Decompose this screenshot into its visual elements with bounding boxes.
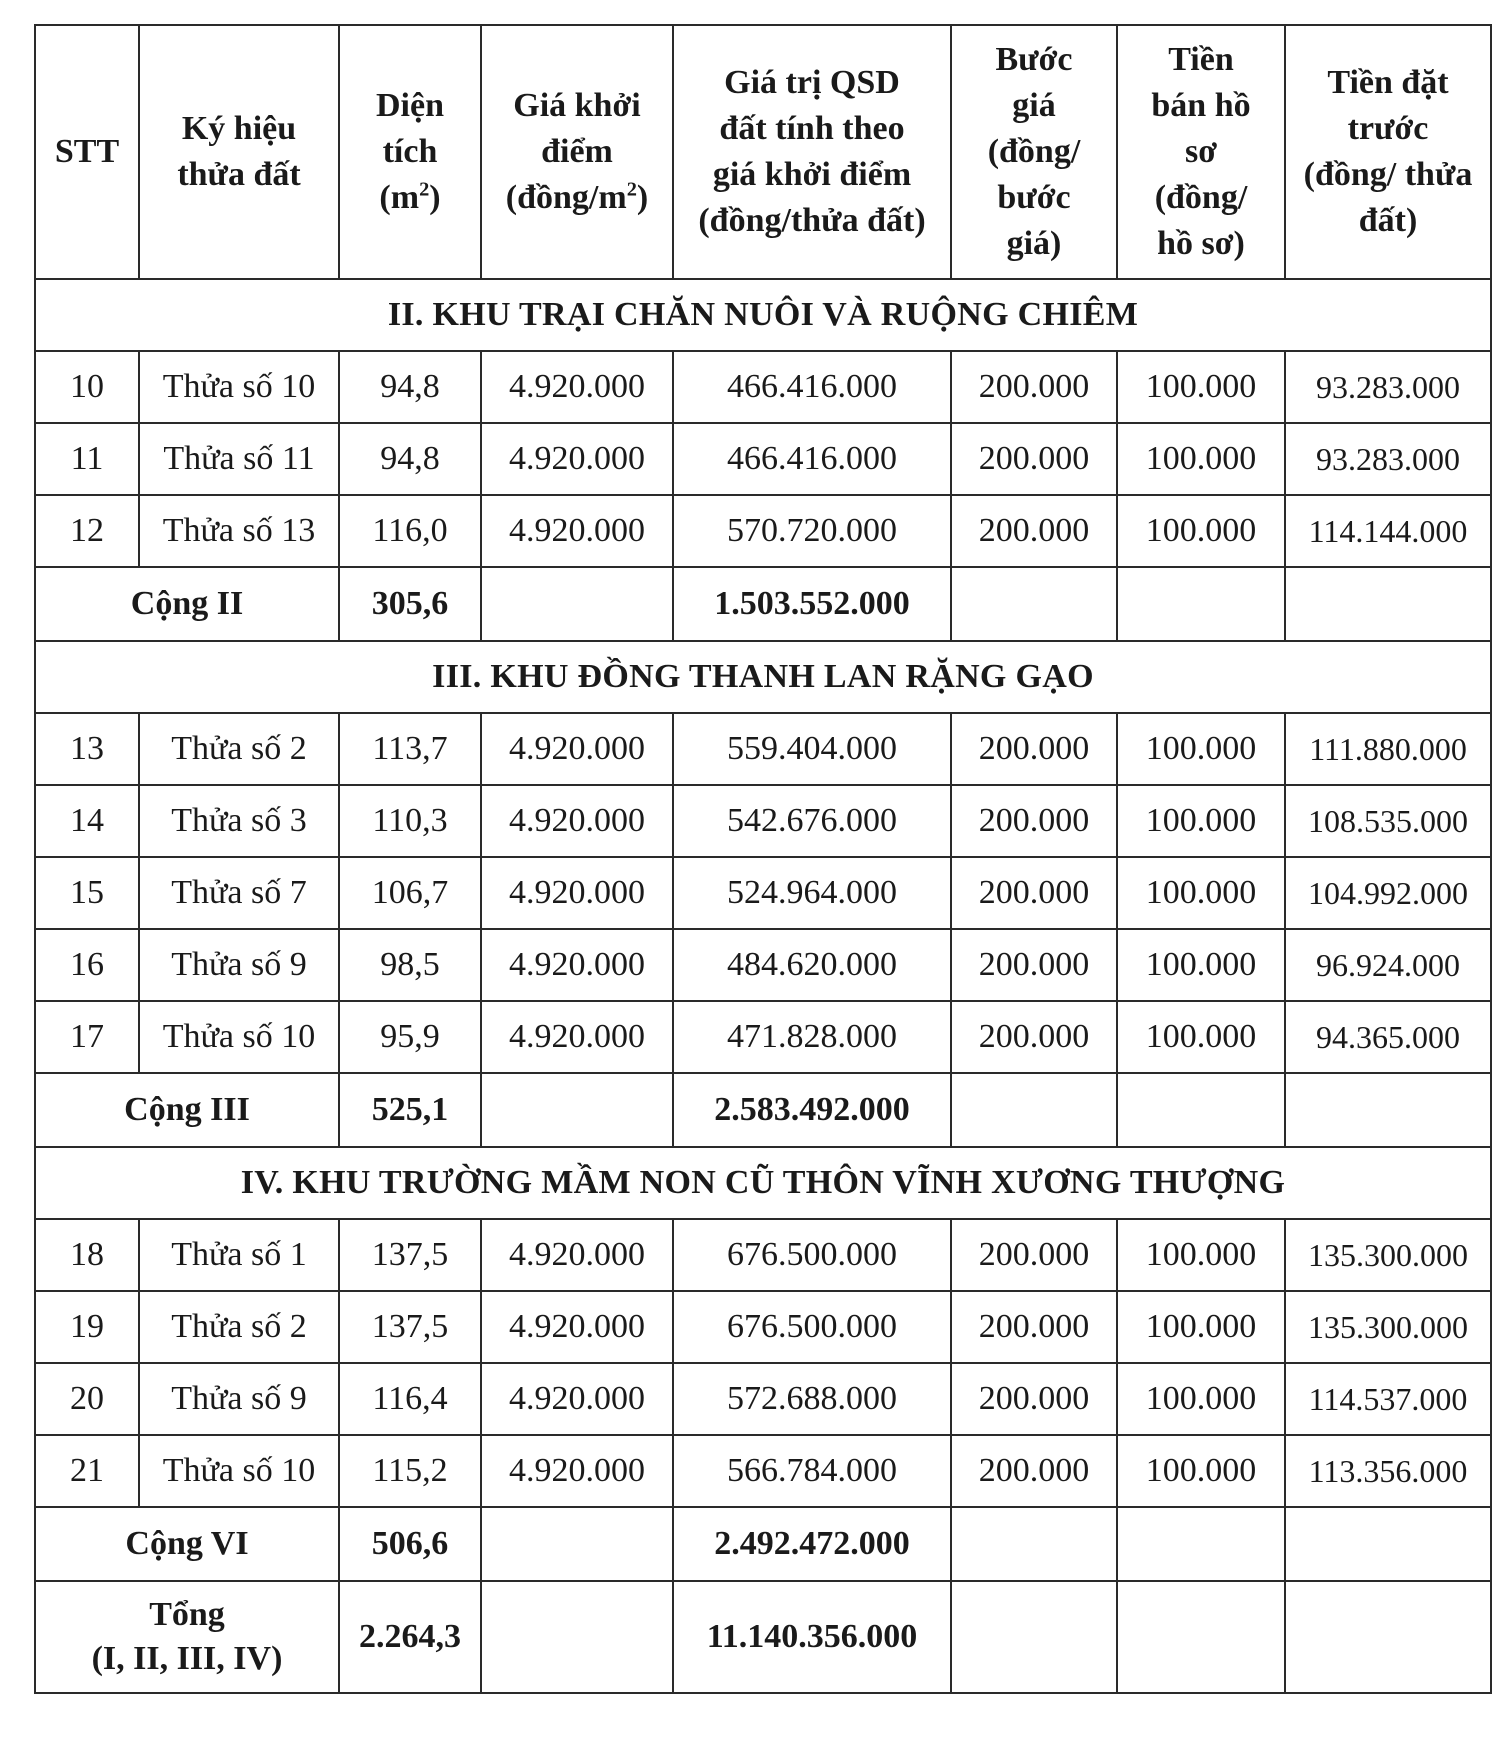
- cell-dien-tich: 95,9: [339, 1001, 481, 1073]
- section-title: IV. KHU TRƯỜNG MẦM NON CŨ THÔN VĨNH XƯƠNG THƯỢNG: [35, 1147, 1491, 1219]
- table-row: [35, 1291, 1491, 1363]
- cell-tien-ban: 100.000: [1117, 1291, 1285, 1363]
- section-title: II. KHU TRẠI CHĂN NUÔI VÀ RUỘNG CHIÊM: [35, 279, 1491, 351]
- subtotal-empty: [951, 1507, 1117, 1581]
- cell-ky-hieu: Thửa số 9: [139, 929, 339, 1001]
- section-title: III. KHU ĐỒNG THANH LAN RẶNG GẠO: [35, 641, 1491, 713]
- cell-gia-khoi-diem: 4.920.000: [481, 495, 673, 567]
- subtotal-empty: [481, 567, 673, 641]
- cell-dien-tich: 115,2: [339, 1435, 481, 1507]
- cell-stt: 16: [35, 929, 139, 1001]
- cell-tien-dat: 94.365.000: [1285, 1001, 1491, 1073]
- table-row: [35, 1435, 1491, 1507]
- cell-ky-hieu: Thửa số 13: [139, 495, 339, 567]
- cell-buoc-gia: 200.000: [951, 1291, 1117, 1363]
- cell-stt: 15: [35, 857, 139, 929]
- cell-buoc-gia: 200.000: [951, 857, 1117, 929]
- cell-dien-tich: 110,3: [339, 785, 481, 857]
- cell-stt: 21: [35, 1435, 139, 1507]
- cell-stt: 14: [35, 785, 139, 857]
- header-tien-ban-ho-so: Tiền bán hồ sơ (đồng/ hồ sơ): [1117, 25, 1285, 279]
- section-title-row: [35, 1147, 1491, 1219]
- grand-total-gia-tri: 11.140.356.000: [673, 1581, 951, 1693]
- cell-tien-dat: 135.300.000: [1285, 1219, 1491, 1291]
- cell-gia-khoi-diem: 4.920.000: [481, 785, 673, 857]
- cell-ky-hieu: Thửa số 10: [139, 351, 339, 423]
- cell-gia-khoi-diem: 4.920.000: [481, 1291, 673, 1363]
- cell-gia-khoi-diem: 4.920.000: [481, 423, 673, 495]
- cell-tien-dat: 114.537.000: [1285, 1363, 1491, 1435]
- cell-buoc-gia: 200.000: [951, 423, 1117, 495]
- cell-gia-tri: 466.416.000: [673, 351, 951, 423]
- table-row: [35, 857, 1491, 929]
- cell-ky-hieu: Thửa số 11: [139, 423, 339, 495]
- cell-dien-tich: 116,0: [339, 495, 481, 567]
- cell-tien-ban: 100.000: [1117, 713, 1285, 785]
- table-row: [35, 423, 1491, 495]
- cell-gia-tri: 676.500.000: [673, 1291, 951, 1363]
- cell-tien-ban: 100.000: [1117, 351, 1285, 423]
- cell-dien-tich: 116,4: [339, 1363, 481, 1435]
- subtotal-dien-tich: 305,6: [339, 567, 481, 641]
- cell-gia-tri: 542.676.000: [673, 785, 951, 857]
- cell-tien-dat: 93.283.000: [1285, 351, 1491, 423]
- subtotal-empty: [481, 1507, 673, 1581]
- cell-gia-tri: 484.620.000: [673, 929, 951, 1001]
- cell-ky-hieu: Thửa số 7: [139, 857, 339, 929]
- cell-tien-dat: 104.992.000: [1285, 857, 1491, 929]
- cell-buoc-gia: 200.000: [951, 1219, 1117, 1291]
- header-buoc-gia: Bước giá (đồng/ bước giá): [951, 25, 1117, 279]
- cell-dien-tich: 113,7: [339, 713, 481, 785]
- cell-tien-dat: 114.144.000: [1285, 495, 1491, 567]
- cell-stt: 17: [35, 1001, 139, 1073]
- subtotal-empty: [951, 567, 1117, 641]
- cell-tien-ban: 100.000: [1117, 785, 1285, 857]
- grand-total-empty: [481, 1581, 673, 1693]
- subtotal-dien-tich: 525,1: [339, 1073, 481, 1147]
- cell-stt: 11: [35, 423, 139, 495]
- cell-tien-ban: 100.000: [1117, 1001, 1285, 1073]
- header-stt: STT: [35, 25, 139, 279]
- grand-total-label: Tổng (I, II, III, IV): [35, 1581, 339, 1693]
- table-row: [35, 713, 1491, 785]
- header-ky-hieu: Ký hiệu thửa đất: [139, 25, 339, 279]
- cell-gia-tri: 566.784.000: [673, 1435, 951, 1507]
- table-row: [35, 495, 1491, 567]
- cell-buoc-gia: 200.000: [951, 1363, 1117, 1435]
- subtotal-empty: [1117, 1507, 1285, 1581]
- cell-gia-tri: 676.500.000: [673, 1219, 951, 1291]
- cell-dien-tich: 98,5: [339, 929, 481, 1001]
- subtotal-empty: [1117, 567, 1285, 641]
- cell-ky-hieu: Thửa số 3: [139, 785, 339, 857]
- cell-gia-tri: 466.416.000: [673, 423, 951, 495]
- cell-gia-khoi-diem: 4.920.000: [481, 1363, 673, 1435]
- subtotal-row: [35, 1507, 1491, 1581]
- cell-stt: 19: [35, 1291, 139, 1363]
- subtotal-label: Cộng II: [35, 567, 339, 641]
- cell-tien-ban: 100.000: [1117, 1219, 1285, 1291]
- table-row: [35, 785, 1491, 857]
- cell-tien-ban: 100.000: [1117, 1363, 1285, 1435]
- cell-stt: 20: [35, 1363, 139, 1435]
- header-row: [35, 25, 1491, 279]
- cell-tien-dat: 108.535.000: [1285, 785, 1491, 857]
- cell-tien-dat: 135.300.000: [1285, 1291, 1491, 1363]
- cell-buoc-gia: 200.000: [951, 495, 1117, 567]
- section-title-row: [35, 279, 1491, 351]
- cell-ky-hieu: Thửa số 2: [139, 1291, 339, 1363]
- header-dien-tich: Diện tích $(m^2)$: [339, 25, 481, 279]
- table-row: [35, 1363, 1491, 1435]
- subtotal-empty: [1285, 1073, 1491, 1147]
- cell-tien-ban: 100.000: [1117, 423, 1285, 495]
- table-row: [35, 929, 1491, 1001]
- subtotal-dien-tich: 506,6: [339, 1507, 481, 1581]
- grand-total-empty: [1285, 1581, 1491, 1693]
- cell-gia-khoi-diem: 4.920.000: [481, 1435, 673, 1507]
- cell-ky-hieu: Thửa số 9: [139, 1363, 339, 1435]
- cell-tien-ban: 100.000: [1117, 1435, 1285, 1507]
- section-title-row: [35, 641, 1491, 713]
- cell-tien-dat: 113.356.000: [1285, 1435, 1491, 1507]
- grand-total-empty: [951, 1581, 1117, 1693]
- cell-gia-khoi-diem: 4.920.000: [481, 1219, 673, 1291]
- cell-tien-ban: 100.000: [1117, 857, 1285, 929]
- grand-total-dien-tich: 2.264,3: [339, 1581, 481, 1693]
- cell-buoc-gia: 200.000: [951, 1435, 1117, 1507]
- header-gia-khoi-diem: Giá khởi điểm $(đồng/m^2)$: [481, 25, 673, 279]
- land-auction-table: [34, 24, 1492, 1694]
- cell-gia-tri: 559.404.000: [673, 713, 951, 785]
- subtotal-empty: [481, 1073, 673, 1147]
- subtotal-row: [35, 1073, 1491, 1147]
- table-row: [35, 1001, 1491, 1073]
- cell-tien-ban: 100.000: [1117, 929, 1285, 1001]
- cell-buoc-gia: 200.000: [951, 929, 1117, 1001]
- cell-buoc-gia: 200.000: [951, 785, 1117, 857]
- subtotal-empty: [1285, 1507, 1491, 1581]
- subtotal-label: Cộng VI: [35, 1507, 339, 1581]
- cell-dien-tich: 137,5: [339, 1291, 481, 1363]
- cell-tien-dat: 96.924.000: [1285, 929, 1491, 1001]
- subtotal-gia-tri: 2.583.492.000: [673, 1073, 951, 1147]
- cell-buoc-gia: 200.000: [951, 1001, 1117, 1073]
- header-gia-tri: Giá trị QSD đất tính theo giá khởi điểm (đồng/thửa đất): [673, 25, 951, 279]
- cell-gia-tri: 524.964.000: [673, 857, 951, 929]
- subtotal-gia-tri: 1.503.552.000: [673, 567, 951, 641]
- cell-ky-hieu: Thửa số 10: [139, 1001, 339, 1073]
- cell-stt: 18: [35, 1219, 139, 1291]
- cell-ky-hieu: Thửa số 1: [139, 1219, 339, 1291]
- cell-gia-tri: 572.688.000: [673, 1363, 951, 1435]
- cell-gia-khoi-diem: 4.920.000: [481, 929, 673, 1001]
- cell-ky-hieu: Thửa số 2: [139, 713, 339, 785]
- cell-stt: 10: [35, 351, 139, 423]
- subtotal-gia-tri: 2.492.472.000: [673, 1507, 951, 1581]
- cell-stt: 13: [35, 713, 139, 785]
- header-tien-dat-truoc: Tiền đặt trước (đồng/ thửa đất): [1285, 25, 1491, 279]
- cell-tien-dat: 93.283.000: [1285, 423, 1491, 495]
- grand-total-empty: [1117, 1581, 1285, 1693]
- cell-dien-tich: 94,8: [339, 423, 481, 495]
- cell-dien-tich: 106,7: [339, 857, 481, 929]
- subtotal-empty: [1117, 1073, 1285, 1147]
- cell-gia-khoi-diem: 4.920.000: [481, 857, 673, 929]
- cell-gia-tri: 471.828.000: [673, 1001, 951, 1073]
- auction-price-table-page: [34, 24, 1490, 1694]
- cell-gia-khoi-diem: 4.920.000: [481, 351, 673, 423]
- cell-gia-tri: 570.720.000: [673, 495, 951, 567]
- cell-gia-khoi-diem: 4.920.000: [481, 1001, 673, 1073]
- subtotal-empty: [1285, 567, 1491, 641]
- subtotal-label: Cộng III: [35, 1073, 339, 1147]
- cell-gia-khoi-diem: 4.920.000: [481, 713, 673, 785]
- cell-buoc-gia: 200.000: [951, 713, 1117, 785]
- subtotal-row: [35, 567, 1491, 641]
- cell-ky-hieu: Thửa số 10: [139, 1435, 339, 1507]
- table-row: [35, 351, 1491, 423]
- cell-dien-tich: 94,8: [339, 351, 481, 423]
- cell-stt: 12: [35, 495, 139, 567]
- cell-tien-dat: 111.880.000: [1285, 713, 1491, 785]
- subtotal-empty: [951, 1073, 1117, 1147]
- grand-total-row: [35, 1581, 1491, 1693]
- table-row: [35, 1219, 1491, 1291]
- cell-buoc-gia: 200.000: [951, 351, 1117, 423]
- cell-dien-tich: 137,5: [339, 1219, 481, 1291]
- cell-tien-ban: 100.000: [1117, 495, 1285, 567]
